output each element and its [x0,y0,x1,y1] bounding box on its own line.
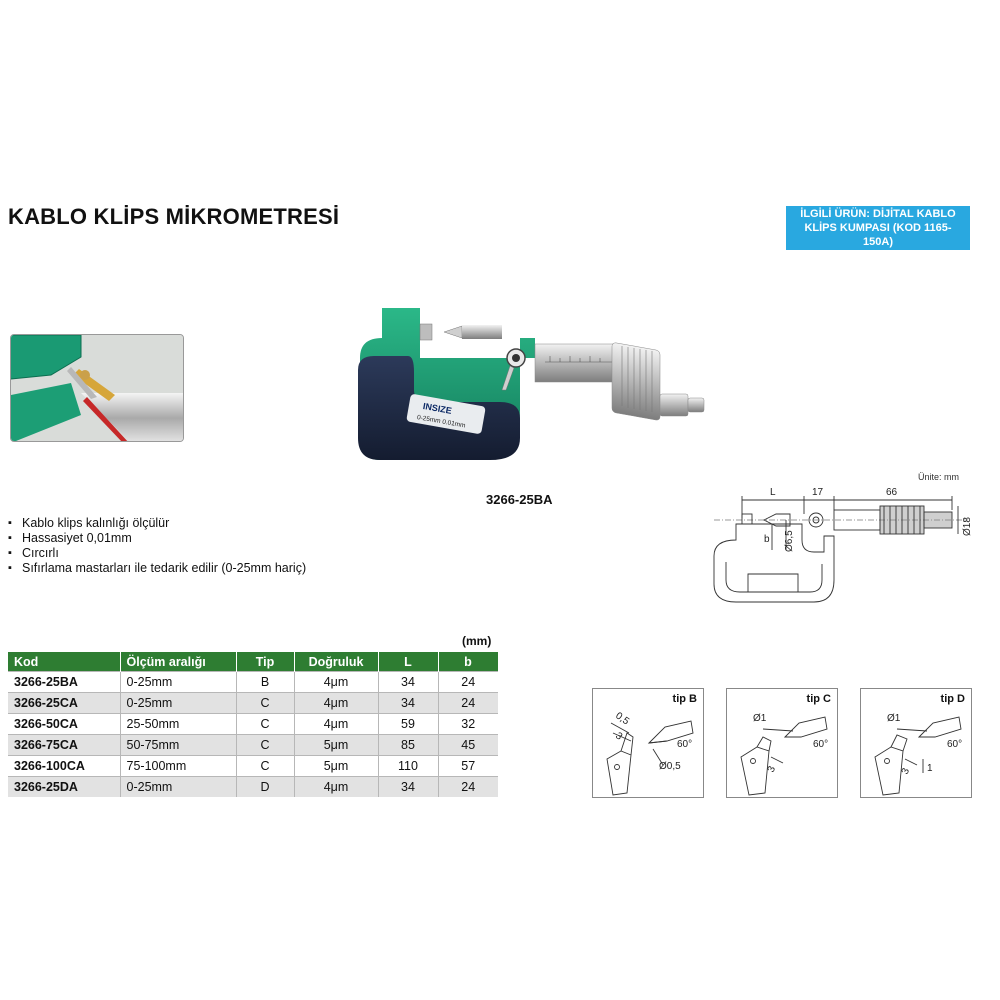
cell-l: 34 [378,777,438,798]
tip-b-dim-3: Ø0,5 [659,761,681,772]
tip-c-dim-1: 60° [813,739,829,750]
tip-d-label: tip D [940,693,965,705]
tip-c-label: tip C [806,693,831,705]
table-header-row [8,652,498,672]
column-header-accuracy: Doğruluk [294,652,378,672]
cell-tip: C [236,756,294,777]
cell-tip: C [236,714,294,735]
cell-l: 85 [378,735,438,756]
related-product-badge[interactable] [786,206,970,250]
dim-label-L: L [770,487,776,498]
feature-item: ▪ Kablo klips kalınlığı ölçülür [8,516,306,531]
cell-accuracy: 5μm [294,756,378,777]
unit-label: Ünite: mm [918,472,960,482]
dim-label-66: 66 [886,487,898,498]
tip-c-illustration [727,689,839,799]
tip-d-dim-2: 3 [899,766,913,777]
table-row [8,714,498,735]
dim-label-d18: Ø18 [962,517,973,536]
micrometer-product-image [350,298,710,468]
cell-l: 59 [378,714,438,735]
cell-range: 50-75mm [120,735,236,756]
dim-label-d65: Ø6,5 [784,530,795,552]
tip-d-diagram [860,688,972,798]
tip-b-label: tip B [672,693,697,705]
table-row [8,756,498,777]
related-product-line1: İLGİLİ ÜRÜN: DİJİTAL KABLO [800,208,956,220]
column-header-range: Ölçüm aralığı [120,652,236,672]
brand-name: INSIZE [422,400,453,416]
table-row [8,672,498,693]
cell-tip: C [236,693,294,714]
cell-code: 3266-25CA [8,693,120,714]
cell-tip: B [236,672,294,693]
tip-b-dim-2: 60° [677,739,693,750]
table-row [8,777,498,798]
tip-b-dim-1: 3 [613,730,625,743]
cell-range: 0-25mm [120,672,236,693]
cell-b: 24 [438,672,498,693]
cell-b: 32 [438,714,498,735]
table-row [8,693,498,714]
tip-c-dim-2: 3 [765,764,779,775]
page-title: KABLO KLİPS MİKROMETRESİ [8,204,340,229]
tip-b-diagram [592,688,704,798]
dimension-drawing [706,480,976,610]
cell-b: 24 [438,693,498,714]
cell-code: 3266-75CA [8,735,120,756]
column-header-l: L [378,652,438,672]
cell-range: 25-50mm [120,714,236,735]
tip-d-dim-3: 1 [927,763,933,774]
cell-b: 45 [438,735,498,756]
cell-range: 0-25mm [120,693,236,714]
model-caption: 3266-25BA [486,492,553,507]
cell-accuracy: 4μm [294,693,378,714]
tip-c-dim-0: Ø1 [753,713,767,724]
cell-code: 3266-100CA [8,756,120,777]
cell-range: 0-25mm [120,777,236,798]
cell-b: 57 [438,756,498,777]
column-header-kod: Kod [8,652,120,672]
cell-accuracy: 4μm [294,672,378,693]
brand-range: 0-25mm 0.01mm [416,414,466,430]
feature-item: ▪ Sıfırlama mastarları ile tedarik edilir (0-25mm hariç) [8,561,306,576]
cell-code: 3266-25BA [8,672,120,693]
cell-accuracy: 5μm [294,735,378,756]
column-header-tip: Tip [236,652,294,672]
cell-code: 3266-25DA [8,777,120,798]
feature-list [8,516,306,576]
table-row [8,735,498,756]
tip-d-dim-0: Ø1 [887,713,901,724]
tip-d-dim-1: 60° [947,739,963,750]
cell-tip: C [236,735,294,756]
tip-c-diagram [726,688,838,798]
cell-code: 3266-50CA [8,714,120,735]
dim-label-17: 17 [812,487,824,498]
feature-item: ▪ Cırcırlı [8,546,306,561]
table-unit-label: (mm) [462,634,492,648]
cell-range: 75-100mm [120,756,236,777]
column-header-b: b [438,652,498,672]
tip-b-dim-0: 0,5 [613,710,631,728]
cell-b: 24 [438,777,498,798]
cell-accuracy: 4μm [294,714,378,735]
feature-item: ▪ Hassasiyet 0,01mm [8,531,306,546]
tip-d-illustration [861,689,973,799]
cell-accuracy: 4μm [294,777,378,798]
cell-l: 110 [378,756,438,777]
related-product-line2: KLİPS KUMPASI (KOD 1165-150A) [804,222,952,248]
dim-label-b: b [764,534,770,545]
closeup-illustration [11,335,184,442]
cell-l: 34 [378,672,438,693]
cell-l: 34 [378,693,438,714]
spec-table [8,652,499,797]
closeup-photo [10,334,184,442]
tip-b-illustration [593,689,705,799]
cell-tip: D [236,777,294,798]
